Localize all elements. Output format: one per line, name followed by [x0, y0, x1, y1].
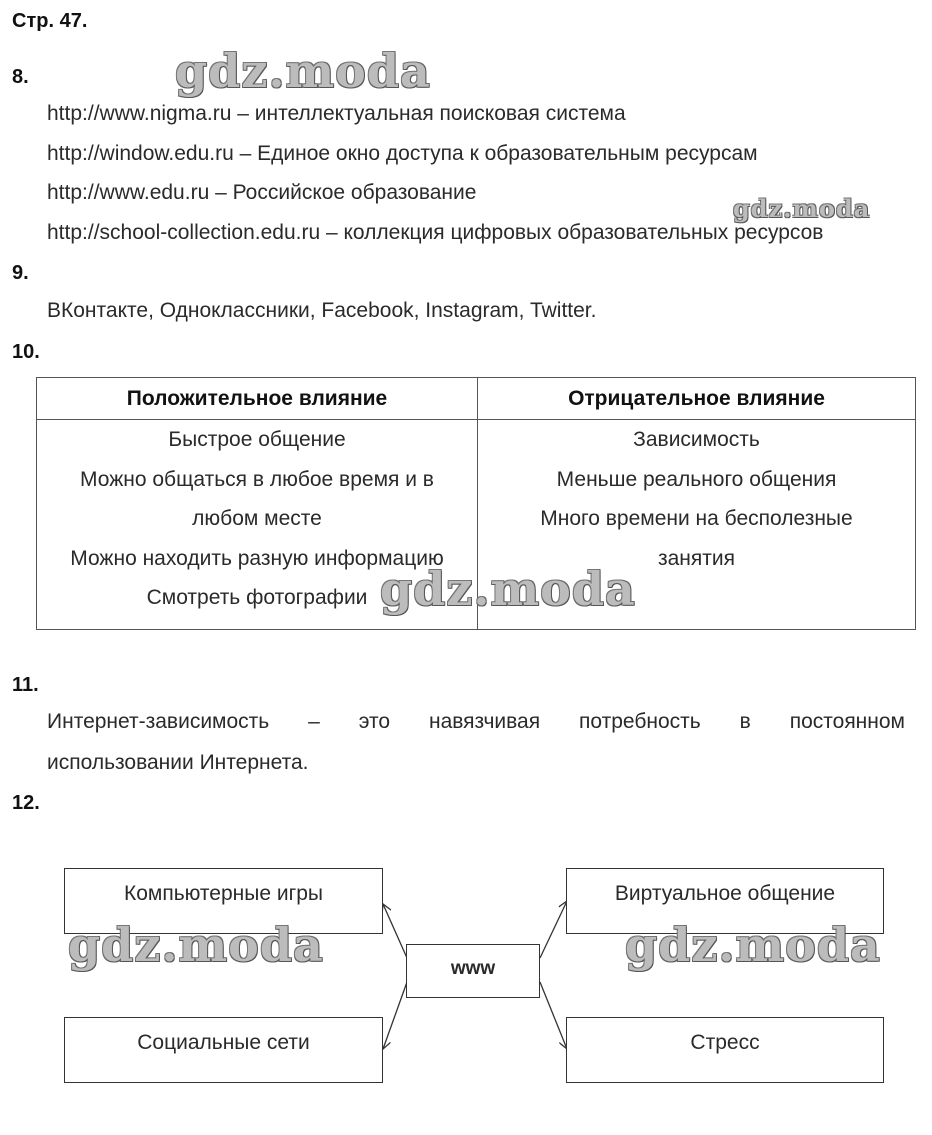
table-header-positive: Положительное влияние [126, 387, 388, 410]
word: – [308, 710, 320, 733]
watermark: gdz.moda [68, 918, 324, 972]
task-10-number: 10. [12, 341, 40, 363]
word: потребность [579, 710, 701, 733]
table-cell: любом месте [192, 507, 322, 530]
diagram-box-top-left: Компьютерные игры [64, 868, 383, 934]
diagram-box-center: www [406, 944, 540, 998]
task-8-line-1: http://www.nigma.ru – интеллектуальная поисковая система [47, 102, 626, 125]
word: это [358, 710, 391, 733]
word: навязчивая [428, 710, 541, 733]
task-11-number: 11. [12, 674, 39, 696]
watermark: gdz.moda [625, 918, 881, 972]
table-cell: Можно находить разную информацию [70, 546, 444, 570]
watermark: gdz.moda [175, 44, 431, 98]
diagram-box-top-right: Виртуальное общение [566, 868, 884, 934]
table-cell: Зависимость [633, 428, 760, 451]
table-cell: Можно общаться в любое время и в [80, 467, 434, 491]
table-cell: Меньше реального общения [556, 467, 837, 491]
task-8-number: 8. [12, 66, 29, 88]
table-cell: занятия [658, 546, 735, 570]
task-12-number: 12. [12, 792, 40, 814]
table-cell: Много времени на бесполезные [540, 507, 853, 530]
task-8-line-3: http://www.edu.ru – Российское образование [47, 181, 477, 204]
word: в [739, 710, 751, 733]
table-header-negative: Отрицательное влияние [568, 387, 825, 410]
word: постоянном [789, 710, 905, 733]
watermark: gdz.moda [380, 562, 636, 616]
arrow-to-top-left [383, 904, 407, 958]
task-9-number: 9. [12, 262, 29, 284]
arrow-to-bottom-left [383, 982, 407, 1049]
table-cell: Быстрое общение [168, 428, 346, 451]
diagram-box-bottom-left: Социальные сети [64, 1017, 383, 1083]
word: Интернет-зависимость [47, 710, 270, 733]
table-cell: Смотреть фотографии [146, 586, 368, 609]
task-8-line-2: http://window.edu.ru – Единое окно доступа к образовательным ресурсам [47, 142, 758, 165]
arrow-to-top-right [540, 901, 567, 958]
arrow-to-bottom-right [540, 982, 567, 1049]
diagram-box-bottom-right: Стресс [566, 1017, 884, 1083]
page-title: Стр. 47. [12, 10, 88, 32]
watermark: gdz.moda [733, 194, 871, 223]
task-9-text: ВКонтакте, Одноклассники, Facebook, Instagram, Twitter. [47, 299, 597, 322]
task-8-line-4: http://school-collection.edu.ru – коллекция цифровых образовательных ресурсов [47, 221, 824, 244]
task-11-line-2: использовании Интернета. [47, 751, 309, 774]
